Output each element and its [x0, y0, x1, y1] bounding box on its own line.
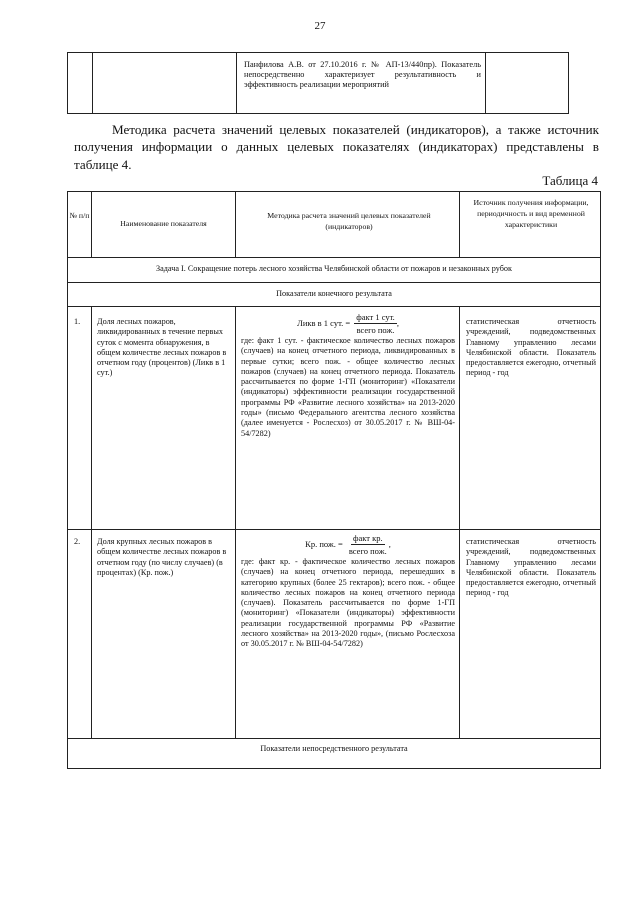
task-row: Задача I. Сокращение потерь лесного хозяйства Челябинской области от пожаров и незаконных рубок	[156, 264, 512, 273]
row-1-indicator-name: Доля лесных пожаров, ликвидированных в течение первых суток с момента обнаружения, в общем количестве лесных пожаров в отчетном году (процентов) (Ликв в 1 сут.)	[97, 317, 227, 378]
row-2-formula-lhs: Кр. пож. =	[305, 539, 343, 550]
row-1-source: статистическая отчетность учреждений, подведомственных Главному управлению лесами Челябинской области. Показатель предоставляется ежегодно, отчетный период - год	[466, 317, 596, 378]
row-2-number: 2.	[74, 537, 81, 546]
row-2-formula	[241, 533, 455, 556]
row-2-formula-suffix: ,	[388, 539, 391, 550]
page-number: 27	[314, 20, 326, 32]
row-2-indicator-name: Доля крупных лесных пожаров в общем количестве лесных пожаров в отчетном году (по числу случаев) (в процентах) (Кр. пож.)	[97, 537, 227, 577]
indicators-table	[67, 191, 601, 769]
table-label: Таблица 4	[542, 173, 598, 188]
row-1-formula-lhs: Ликв в 1 сут. =	[297, 318, 351, 329]
row-1-denominator: всего пож.	[356, 325, 395, 335]
row-2-denominator: всего пож.	[348, 546, 387, 556]
row-2-fraction	[347, 533, 389, 556]
row-1-fraction	[354, 312, 397, 335]
row-1-formula-suffix: ,	[396, 318, 399, 329]
header-source: Источник получения информации, периодичность и вид временной характеристики	[473, 198, 589, 229]
header-num: № п/п	[69, 211, 90, 220]
row-1-numerator: факт 1 сут.	[356, 312, 395, 322]
row-1-formula	[241, 312, 455, 335]
section-direct-results: Показатели непосредственного результата	[260, 744, 408, 753]
header-method: Методика расчета значений целевых показателей (индикаторов)	[267, 211, 431, 231]
previous-table-text: Панфилова А.В. от 27.10.2016 г. № АП-13/440пр). Показатель непосредственно характеризует результативность и эффективность реализации мероприятий	[244, 60, 481, 90]
row-1-method-text: где: факт 1 сут. - фактическое количество лесных пожаров (случаев) на конец отчетного периода, ликвидированных в первые сутки; всего пож. - общее количество лесных пожаров (случаев) на конец отчетного периода. Показатель рассчитывается по форме 1-ГП (мониторинг) «Показатели (индикаторы) эффективности реализации государственной программы РФ «Развитие лесного хозяйства» на 2013-2020 годы» (письмо Федерального агентства лесного хозяйства (далее именуется - Рослесхоз) от 30.05.2017 г. № ВШ-04-54/7282)	[241, 336, 455, 438]
header-name: Наименование показателя	[120, 219, 207, 228]
section-final-results: Показатели конечного результата	[276, 289, 392, 298]
intro-paragraph: Методика расчета значений целевых показателей (индикаторов), а также источник получения информации о данных целевых показателях (индикаторах) представлены в таблице 4.	[74, 122, 599, 172]
row-1-number: 1.	[74, 317, 81, 326]
row-2-method-text: где: факт кр. - фактическое количество лесных пожаров (случаев) на конец отчетного периода, перешедших в категорию крупных (более 25 гектаров); всего пож. - общее количество лесных пожаров на конец отчетного периода (случаев). Показатель рассчитывается по форме 1-ГП (мониторинг) «Показатели (индикаторы) эффективности реализации государственной программы РФ «Развитие лесного хозяйства» на 2013-2020 годы», (письмо Рослесхоза от 30.05.2017 г. № ВШ-04-54/7282)	[241, 557, 455, 649]
previous-table-fragment	[67, 52, 569, 114]
row-2-numerator: факт кр.	[352, 533, 383, 543]
row-2-method	[241, 533, 455, 650]
row-2-source: статистическая отчетность учреждений, подведомственных Главному управлению лесами Челябинской области. Показатель предоставляется ежегодно, отчетный период - год	[466, 537, 596, 598]
row-1-method	[241, 312, 455, 439]
